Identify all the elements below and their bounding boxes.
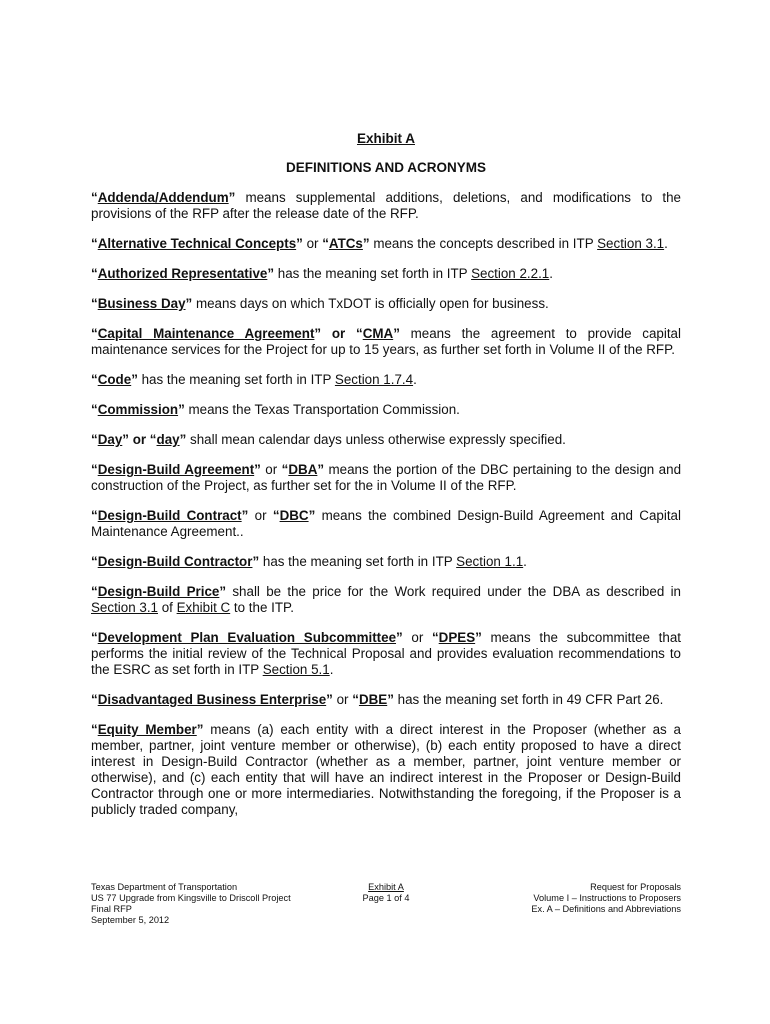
open-quote: “ bbox=[91, 236, 98, 251]
definition-entry bbox=[91, 692, 681, 708]
definition-text: has the meaning set forth in ITP bbox=[259, 554, 457, 569]
section-reference: Section 3.1 bbox=[91, 600, 158, 615]
definition-text: means the combined Design-Build Agreement and Capital Maintenance Agreement.. bbox=[91, 508, 681, 539]
defined-acronym: day bbox=[156, 432, 180, 447]
connector-text: of bbox=[158, 600, 177, 615]
defined-term: Design-Build Agreement bbox=[97, 462, 255, 477]
definition-text: means supplemental additions, deletions, and modifications to the provisions of the RFP after the release date of the RFP. bbox=[91, 190, 681, 221]
definition-entry bbox=[91, 508, 681, 540]
footer-left bbox=[91, 882, 351, 926]
connector-text: or bbox=[332, 692, 353, 707]
open-quote: “ bbox=[91, 266, 98, 281]
definition-entry bbox=[91, 630, 681, 678]
definition-text: has the meaning set forth in ITP bbox=[137, 372, 335, 387]
open-quote: “ bbox=[91, 508, 98, 523]
section-reference: Section 1.7.4 bbox=[334, 372, 414, 387]
document-page bbox=[91, 0, 681, 1024]
defined-term: Commission bbox=[97, 402, 179, 417]
footer-center bbox=[341, 882, 431, 904]
defined-acronym: CMA bbox=[362, 326, 394, 341]
open-quote: “ bbox=[91, 190, 98, 205]
close-quote: ” bbox=[362, 236, 370, 251]
definition-text: has the meaning set forth in ITP bbox=[274, 266, 472, 281]
defined-term: Disadvantaged Business Enterprise bbox=[97, 692, 327, 707]
definitions-list bbox=[91, 190, 681, 818]
footer-doc-status: Final RFP bbox=[91, 904, 132, 914]
close-quote: ” bbox=[252, 554, 260, 569]
connector-text: ” or “ bbox=[314, 326, 363, 341]
footer-volume: Volume I – Instructions to Proposers bbox=[533, 893, 681, 903]
close-quote: ” bbox=[219, 584, 227, 599]
defined-acronym: DBE bbox=[358, 692, 388, 707]
connector-text: or bbox=[402, 630, 432, 645]
definition-text: means (a) each entity with a direct interest in the Proposer (whether as a member, partner, joint venture member or otherwise), (b) each entity proposed to have a direct interest in Design-Build Contractor (whether as a member, partner, joint venture member or otherwise), and (c) each entity that will have an indirect interest in the Proposer or Design-Build Contractor through one or more intermediaries. Notwithstanding the foregoing, if the Proposer is a publicly traded company, bbox=[91, 722, 681, 817]
sentence-end: . bbox=[329, 662, 334, 677]
definition-entry bbox=[91, 432, 681, 448]
section-heading: DEFINITIONS AND ACRONYMS bbox=[285, 160, 486, 175]
defined-term: Addenda/Addendum bbox=[97, 190, 229, 205]
footer-date: September 5, 2012 bbox=[91, 915, 170, 925]
definition-entry bbox=[91, 296, 681, 312]
connector-text: or bbox=[248, 508, 273, 523]
defined-term: Code bbox=[97, 372, 132, 387]
defined-acronym: DPES bbox=[438, 630, 476, 645]
definition-text: means the Texas Transportation Commission. bbox=[184, 402, 460, 417]
open-quote: “ bbox=[322, 236, 329, 251]
open-quote: “ bbox=[91, 554, 98, 569]
close-quote: ” bbox=[196, 722, 204, 737]
definition-entry bbox=[91, 722, 681, 818]
definition-text: means the concepts described in ITP bbox=[369, 236, 598, 251]
open-quote: “ bbox=[91, 372, 98, 387]
definition-entry bbox=[91, 266, 681, 282]
close-quote: ” bbox=[179, 432, 187, 447]
close-quote: ” bbox=[131, 372, 138, 387]
defined-term: Alternative Technical Concepts bbox=[97, 236, 297, 251]
close-quote: ” bbox=[317, 462, 325, 477]
sentence-end: . bbox=[664, 236, 668, 251]
close-quote: ” bbox=[396, 630, 403, 645]
open-quote: “ bbox=[272, 508, 280, 523]
sentence-end: . bbox=[413, 372, 417, 387]
connector-text: or bbox=[260, 462, 282, 477]
defined-term: Design-Build Price bbox=[97, 584, 220, 599]
definition-text: means the portion of the DBC pertaining to the design and construction of the Project, as further set for the in Volume II of the RFP. bbox=[91, 462, 682, 493]
sentence-end: . bbox=[523, 554, 527, 569]
sentence-end: . bbox=[549, 266, 553, 281]
footer-right bbox=[421, 882, 681, 915]
close-quote: ” bbox=[296, 236, 303, 251]
defined-term: Day bbox=[97, 432, 123, 447]
open-quote: “ bbox=[91, 692, 98, 707]
definition-entry bbox=[91, 372, 681, 388]
close-quote: ” bbox=[475, 630, 482, 645]
defined-term: Authorized Representative bbox=[97, 266, 268, 281]
close-quote: ” bbox=[393, 326, 400, 341]
close-quote: ” bbox=[241, 508, 249, 523]
definition-entry bbox=[91, 554, 681, 570]
defined-term: Business Day bbox=[97, 296, 186, 311]
connector-text: ” or “ bbox=[122, 432, 157, 447]
footer-agency: Texas Department of Transportation bbox=[91, 882, 238, 892]
open-quote: “ bbox=[281, 462, 289, 477]
defined-acronym: DBA bbox=[288, 462, 318, 477]
definition-entry bbox=[91, 236, 681, 252]
defined-acronym: ATCs bbox=[328, 236, 363, 251]
open-quote: “ bbox=[91, 402, 98, 417]
footer-exhibit-title: Ex. A – Definitions and Abbreviations bbox=[531, 904, 681, 914]
definition-entry bbox=[91, 190, 681, 222]
close-quote: ” bbox=[185, 296, 193, 311]
footer-exhibit: Exhibit A bbox=[368, 882, 404, 892]
definition-text: shall mean calendar days unless otherwise expressly specified. bbox=[186, 432, 566, 447]
definition-text: means the agreement to provide capital maintenance services for the Project for up to 15 years, as further set forth in Volume II of the RFP. bbox=[91, 326, 681, 357]
defined-term: Equity Member bbox=[97, 722, 197, 737]
page-number: Page 1 of 4 bbox=[362, 893, 410, 903]
defined-term: Development Plan Evaluation Subcommittee bbox=[97, 630, 397, 645]
open-quote: “ bbox=[91, 630, 98, 645]
close-quote: ” bbox=[178, 402, 185, 417]
open-quote: “ bbox=[431, 630, 439, 645]
close-quote: ” bbox=[254, 462, 261, 477]
close-quote: ” bbox=[387, 692, 394, 707]
open-quote: “ bbox=[91, 432, 98, 447]
open-quote: “ bbox=[91, 722, 98, 737]
footer-doc-type: Request for Proposals bbox=[590, 882, 681, 892]
defined-term: Design-Build Contract bbox=[97, 508, 242, 523]
sentence-end: to the ITP. bbox=[230, 600, 294, 615]
definition-entry bbox=[91, 402, 681, 418]
definition-entry bbox=[91, 462, 681, 494]
close-quote: ” bbox=[228, 190, 236, 205]
definition-text: shall be the price for the Work required under the DBA as described in bbox=[226, 584, 681, 599]
definition-text: means the subcommittee that performs the initial review of the Technical Proposal and provides evaluation recommendations to the ESRC as set forth in ITP bbox=[91, 630, 681, 677]
section-reference: Section 5.1 bbox=[262, 662, 330, 677]
defined-term: Design-Build Contractor bbox=[97, 554, 253, 569]
open-quote: “ bbox=[91, 462, 98, 477]
exhibit-title: Exhibit A bbox=[356, 131, 415, 146]
open-quote: “ bbox=[91, 296, 98, 311]
defined-term: Capital Maintenance Agreement bbox=[97, 326, 315, 341]
close-quote: ” bbox=[308, 508, 316, 523]
definition-text: means days on which TxDOT is officially open for business. bbox=[192, 296, 549, 311]
open-quote: “ bbox=[91, 326, 98, 341]
open-quote: “ bbox=[91, 584, 98, 599]
section-reference: Section 3.1 bbox=[597, 236, 665, 251]
close-quote: ” bbox=[267, 266, 275, 281]
exhibit-reference: Exhibit C bbox=[176, 600, 231, 615]
close-quote: ” bbox=[326, 692, 333, 707]
defined-acronym: DBC bbox=[279, 508, 309, 523]
connector-text: or bbox=[302, 236, 323, 251]
section-reference: Section 1.1 bbox=[456, 554, 524, 569]
definition-entry bbox=[91, 326, 681, 358]
open-quote: “ bbox=[352, 692, 359, 707]
definition-entry bbox=[91, 584, 681, 616]
footer-project: US 77 Upgrade from Kingsville to Driscoll Project bbox=[91, 893, 291, 903]
section-reference: Section 2.2.1 bbox=[471, 266, 550, 281]
definition-text: has the meaning set forth in 49 CFR Part 26. bbox=[393, 692, 664, 707]
